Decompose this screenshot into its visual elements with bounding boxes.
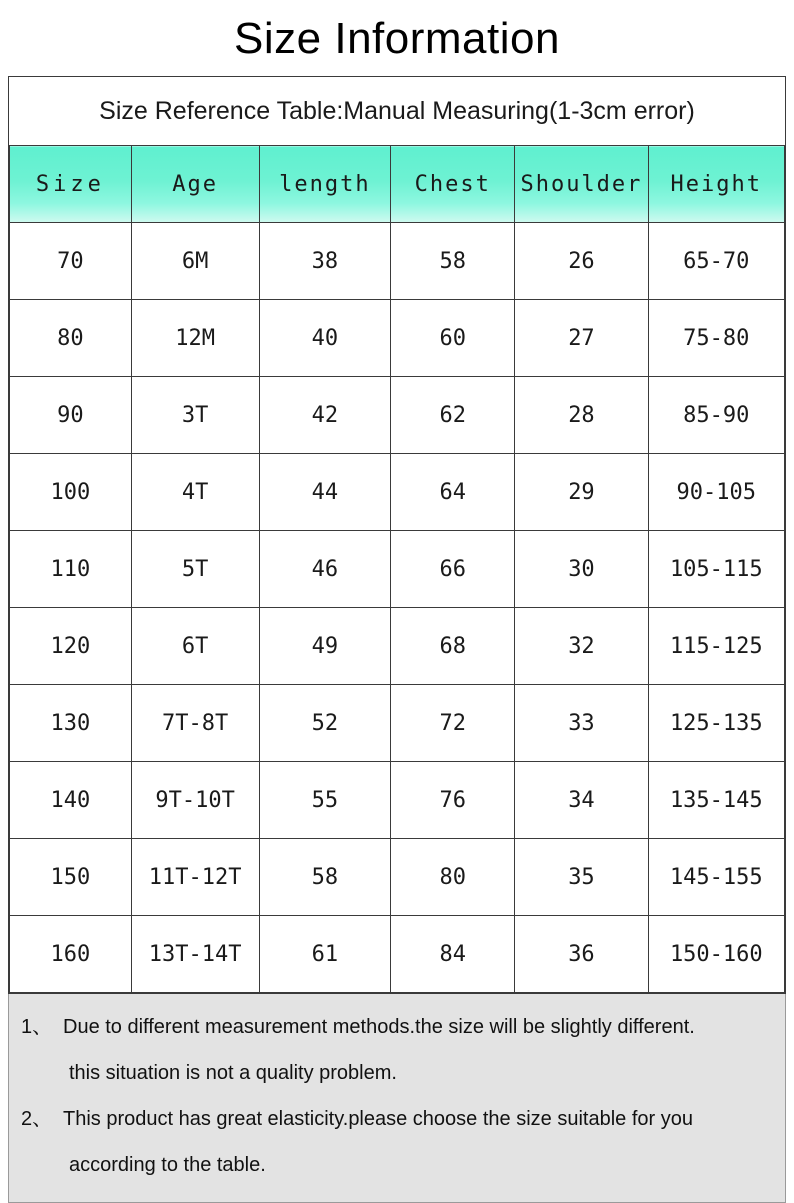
cell-shoulder: 33 — [515, 685, 648, 762]
cell-height: 85-90 — [648, 377, 784, 454]
table-row — [10, 223, 785, 300]
table-caption: Size Reference Table:Manual Measuring(1-3cm error) — [10, 77, 785, 146]
cell-chest: 68 — [391, 608, 515, 685]
cell-height: 150-160 — [648, 916, 784, 993]
cell-age: 4T — [131, 454, 259, 531]
cell-shoulder: 30 — [515, 531, 648, 608]
size-table — [9, 77, 785, 993]
note-text: Due to different measurement methods.the size will be slightly different. — [63, 1016, 695, 1038]
column-header-height: Height — [648, 146, 784, 223]
cell-age: 13T-14T — [131, 916, 259, 993]
cell-length: 40 — [259, 300, 391, 377]
cell-age: 6T — [131, 608, 259, 685]
cell-size: 90 — [10, 377, 132, 454]
cell-size: 70 — [10, 223, 132, 300]
cell-shoulder: 29 — [515, 454, 648, 531]
column-header-shoulder: Shoulder — [515, 146, 648, 223]
cell-height: 115-125 — [648, 608, 784, 685]
cell-length: 52 — [259, 685, 391, 762]
table-header-row — [10, 146, 785, 223]
cell-length: 55 — [259, 762, 391, 839]
cell-chest: 64 — [391, 454, 515, 531]
note-text: according to the table. — [69, 1154, 266, 1176]
cell-height: 105-115 — [648, 531, 784, 608]
table-row — [10, 916, 785, 993]
cell-chest: 62 — [391, 377, 515, 454]
cell-shoulder: 28 — [515, 377, 648, 454]
cell-size: 160 — [10, 916, 132, 993]
cell-length: 58 — [259, 839, 391, 916]
cell-age: 6M — [131, 223, 259, 300]
cell-age: 3T — [131, 377, 259, 454]
cell-height: 90-105 — [648, 454, 784, 531]
cell-size: 150 — [10, 839, 132, 916]
cell-shoulder: 36 — [515, 916, 648, 993]
column-header-size: Size — [10, 146, 132, 223]
cell-length: 49 — [259, 608, 391, 685]
cell-length: 38 — [259, 223, 391, 300]
column-header-chest: Chest — [391, 146, 515, 223]
note-line — [21, 1050, 773, 1096]
cell-size: 130 — [10, 685, 132, 762]
size-table-container — [8, 76, 786, 994]
cell-size: 120 — [10, 608, 132, 685]
cell-chest: 84 — [391, 916, 515, 993]
cell-height: 75-80 — [648, 300, 784, 377]
cell-size: 110 — [10, 531, 132, 608]
cell-length: 46 — [259, 531, 391, 608]
cell-age: 9T-10T — [131, 762, 259, 839]
table-row — [10, 685, 785, 762]
table-caption-row — [10, 77, 785, 146]
cell-length: 42 — [259, 377, 391, 454]
column-header-length: length — [259, 146, 391, 223]
cell-chest: 76 — [391, 762, 515, 839]
cell-age: 7T-8T — [131, 685, 259, 762]
cell-shoulder: 26 — [515, 223, 648, 300]
note-number: 2、 — [21, 1108, 53, 1130]
cell-size: 80 — [10, 300, 132, 377]
cell-age: 5T — [131, 531, 259, 608]
cell-length: 44 — [259, 454, 391, 531]
cell-shoulder: 32 — [515, 608, 648, 685]
cell-shoulder: 35 — [515, 839, 648, 916]
note-text: This product has great elasticity.please choose the size suitable for you — [63, 1108, 693, 1130]
note-line — [21, 1004, 773, 1050]
column-header-age: Age — [131, 146, 259, 223]
cell-age: 12M — [131, 300, 259, 377]
notes-section — [8, 994, 786, 1203]
table-row — [10, 608, 785, 685]
table-row — [10, 762, 785, 839]
table-row — [10, 377, 785, 454]
cell-height: 145-155 — [648, 839, 784, 916]
table-row — [10, 531, 785, 608]
cell-length: 61 — [259, 916, 391, 993]
cell-height: 125-135 — [648, 685, 784, 762]
cell-size: 100 — [10, 454, 132, 531]
table-row — [10, 839, 785, 916]
cell-height: 135-145 — [648, 762, 784, 839]
cell-shoulder: 27 — [515, 300, 648, 377]
table-row — [10, 454, 785, 531]
page-title: Size Information — [234, 14, 560, 63]
note-text: this situation is not a quality problem. — [69, 1062, 397, 1084]
cell-chest: 66 — [391, 531, 515, 608]
table-row — [10, 300, 785, 377]
cell-chest: 72 — [391, 685, 515, 762]
cell-size: 140 — [10, 762, 132, 839]
cell-age: 11T-12T — [131, 839, 259, 916]
cell-height: 65-70 — [648, 223, 784, 300]
size-table-body — [10, 77, 785, 993]
cell-shoulder: 34 — [515, 762, 648, 839]
cell-chest: 58 — [391, 223, 515, 300]
note-line — [21, 1096, 773, 1142]
note-number: 1、 — [21, 1016, 53, 1038]
note-line — [21, 1142, 773, 1188]
cell-chest: 60 — [391, 300, 515, 377]
cell-chest: 80 — [391, 839, 515, 916]
